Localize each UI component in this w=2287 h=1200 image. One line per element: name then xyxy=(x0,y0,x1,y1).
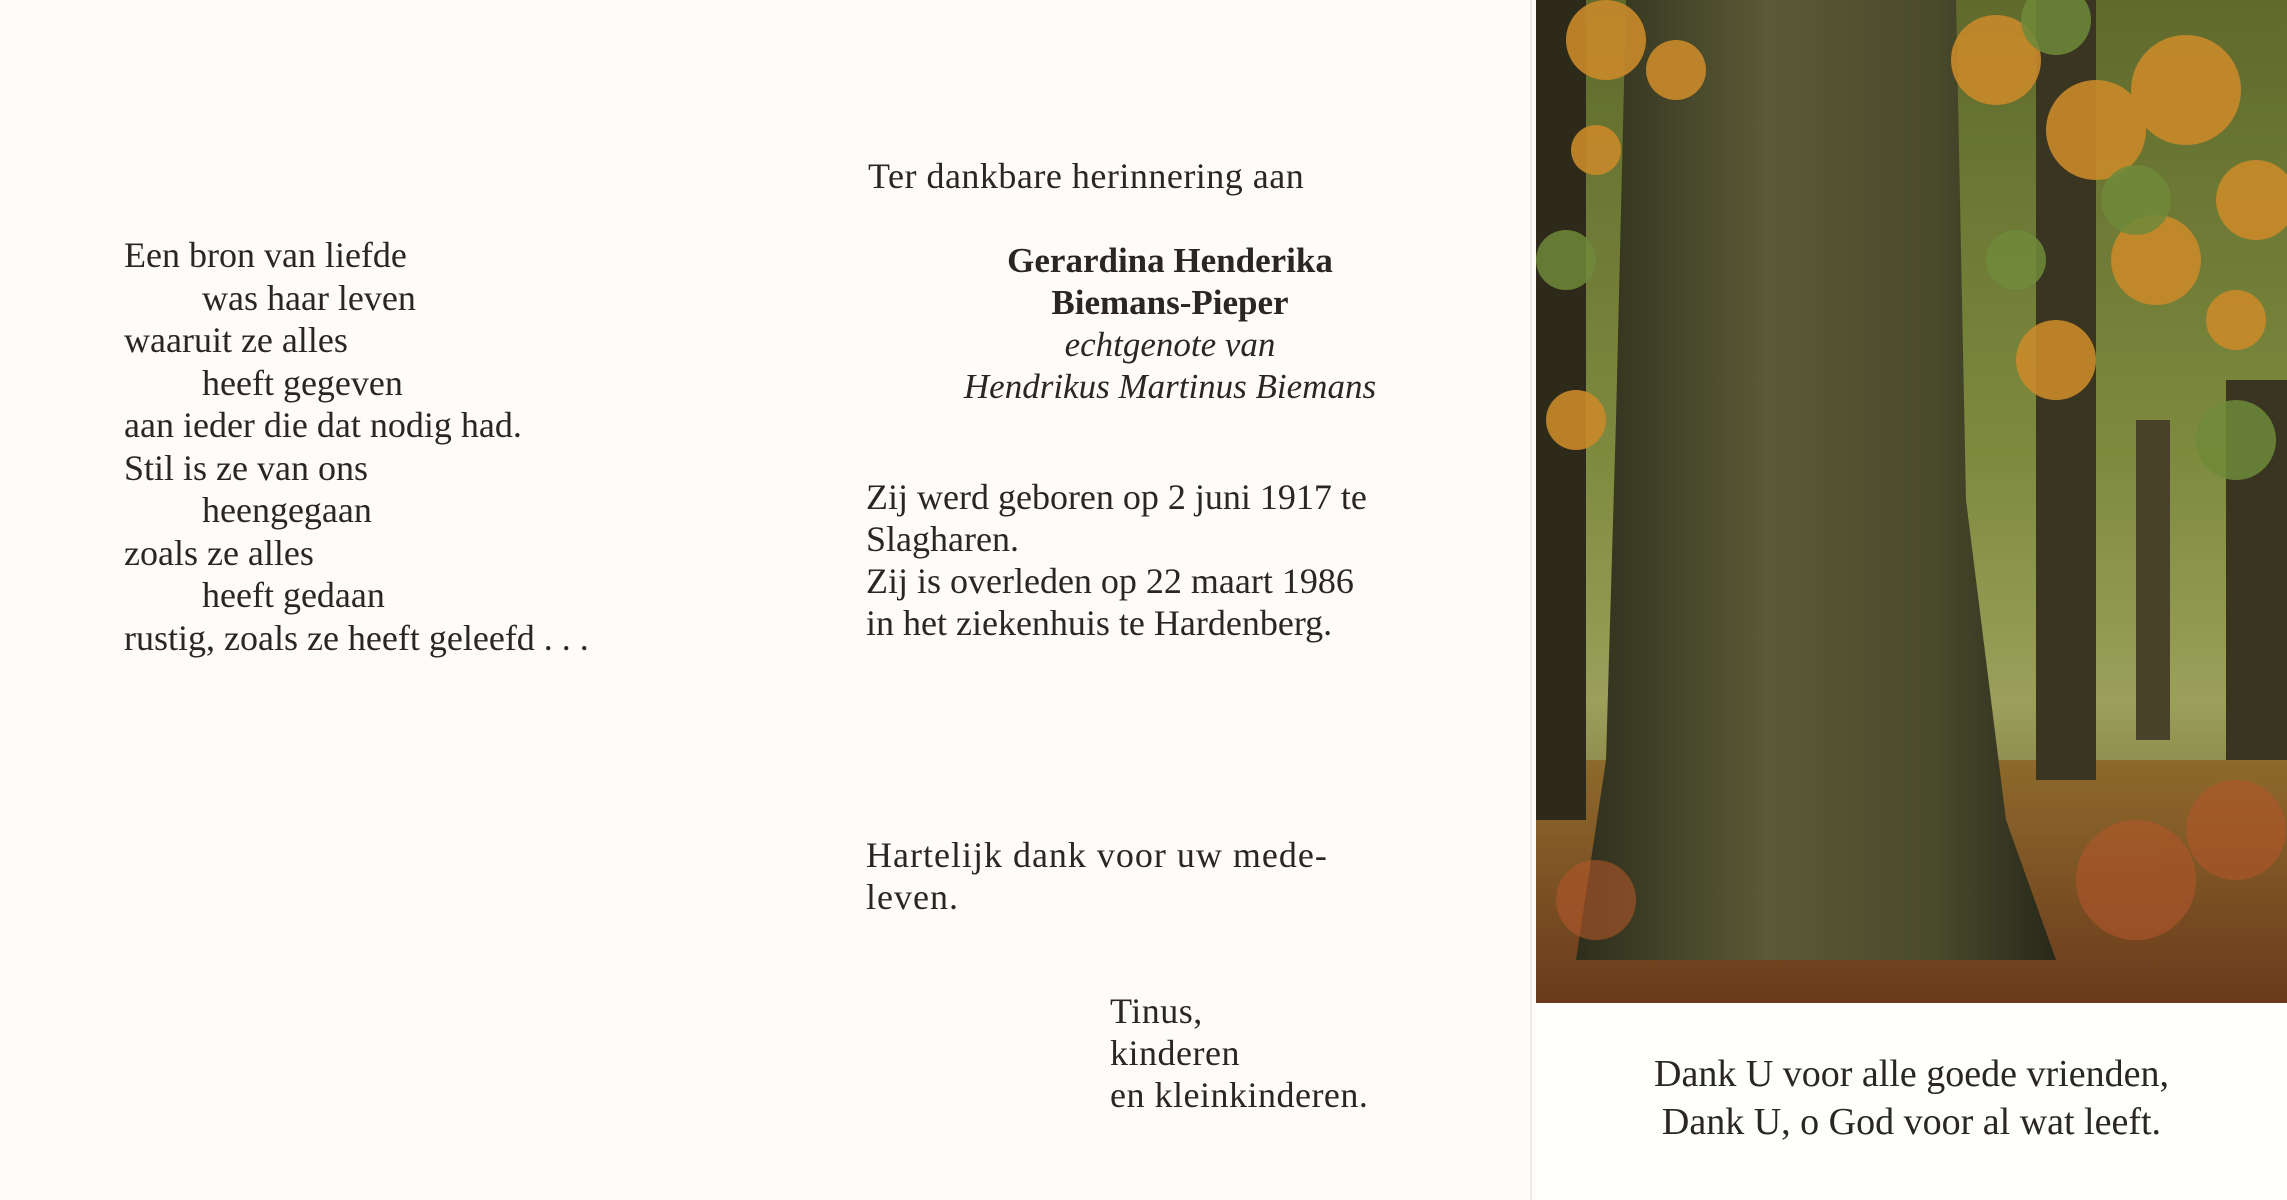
caption-line: Dank U voor alle goede vrienden, xyxy=(1654,1053,2169,1095)
poem-line: was haar leven xyxy=(202,277,416,318)
poem-line: aan ieder die dat nodig had. xyxy=(124,405,522,445)
signature-line: Tinus, xyxy=(1110,991,1203,1031)
spouse-label: echtgenote van xyxy=(1064,325,1276,364)
autumn-tree-photo xyxy=(1536,0,2287,1003)
deceased-first-names: Gerardina Henderika xyxy=(1007,241,1333,280)
signature-line: kinderen xyxy=(1110,1033,1240,1073)
poem-line: Stil is ze van ons xyxy=(124,447,368,488)
poem-line: Een bron van liefde xyxy=(124,235,407,275)
card-fold xyxy=(1530,0,1532,1200)
poem-line: heeft gegeven xyxy=(202,362,403,403)
memorial-intro: Ter dankbare herinnering aan xyxy=(868,156,1305,196)
spouse-name: Hendrikus Martinus Biemans xyxy=(963,367,1377,406)
signature-line: en kleinkinderen. xyxy=(1110,1075,1369,1115)
poem-line: heeft gedaan xyxy=(202,575,385,615)
signature-block xyxy=(1110,990,1368,1116)
life-dates-line: Slagharen. xyxy=(866,519,1019,559)
thanks-text xyxy=(866,834,1406,918)
tree-illustration xyxy=(1536,0,2287,1003)
life-dates-text xyxy=(866,476,1426,644)
life-dates-line: Zij is overleden op 22 maart 1986 xyxy=(866,561,1354,601)
poem xyxy=(124,234,589,659)
caption-line: Dank U, o God voor al wat leeft. xyxy=(1661,1101,2162,1143)
poem-line: waaruit ze alles xyxy=(124,320,348,360)
thanks-line: leven. xyxy=(866,877,959,917)
poem-line: heengegaan xyxy=(202,490,372,530)
deceased-surname: Biemans-Pieper xyxy=(1051,283,1289,322)
life-dates-line: Zij werd geboren op 2 juni 1917 te xyxy=(866,477,1367,517)
poem-line: rustig, zoals ze heeft geleefd . . . xyxy=(124,617,589,658)
poem-line: zoals ze alles xyxy=(124,532,314,573)
photo-caption xyxy=(1536,1050,2287,1146)
deceased-name-block xyxy=(860,240,1480,408)
thanks-line: Hartelijk dank voor uw mede- xyxy=(866,835,1328,875)
life-dates-line: in het ziekenhuis te Hardenberg. xyxy=(866,603,1333,643)
